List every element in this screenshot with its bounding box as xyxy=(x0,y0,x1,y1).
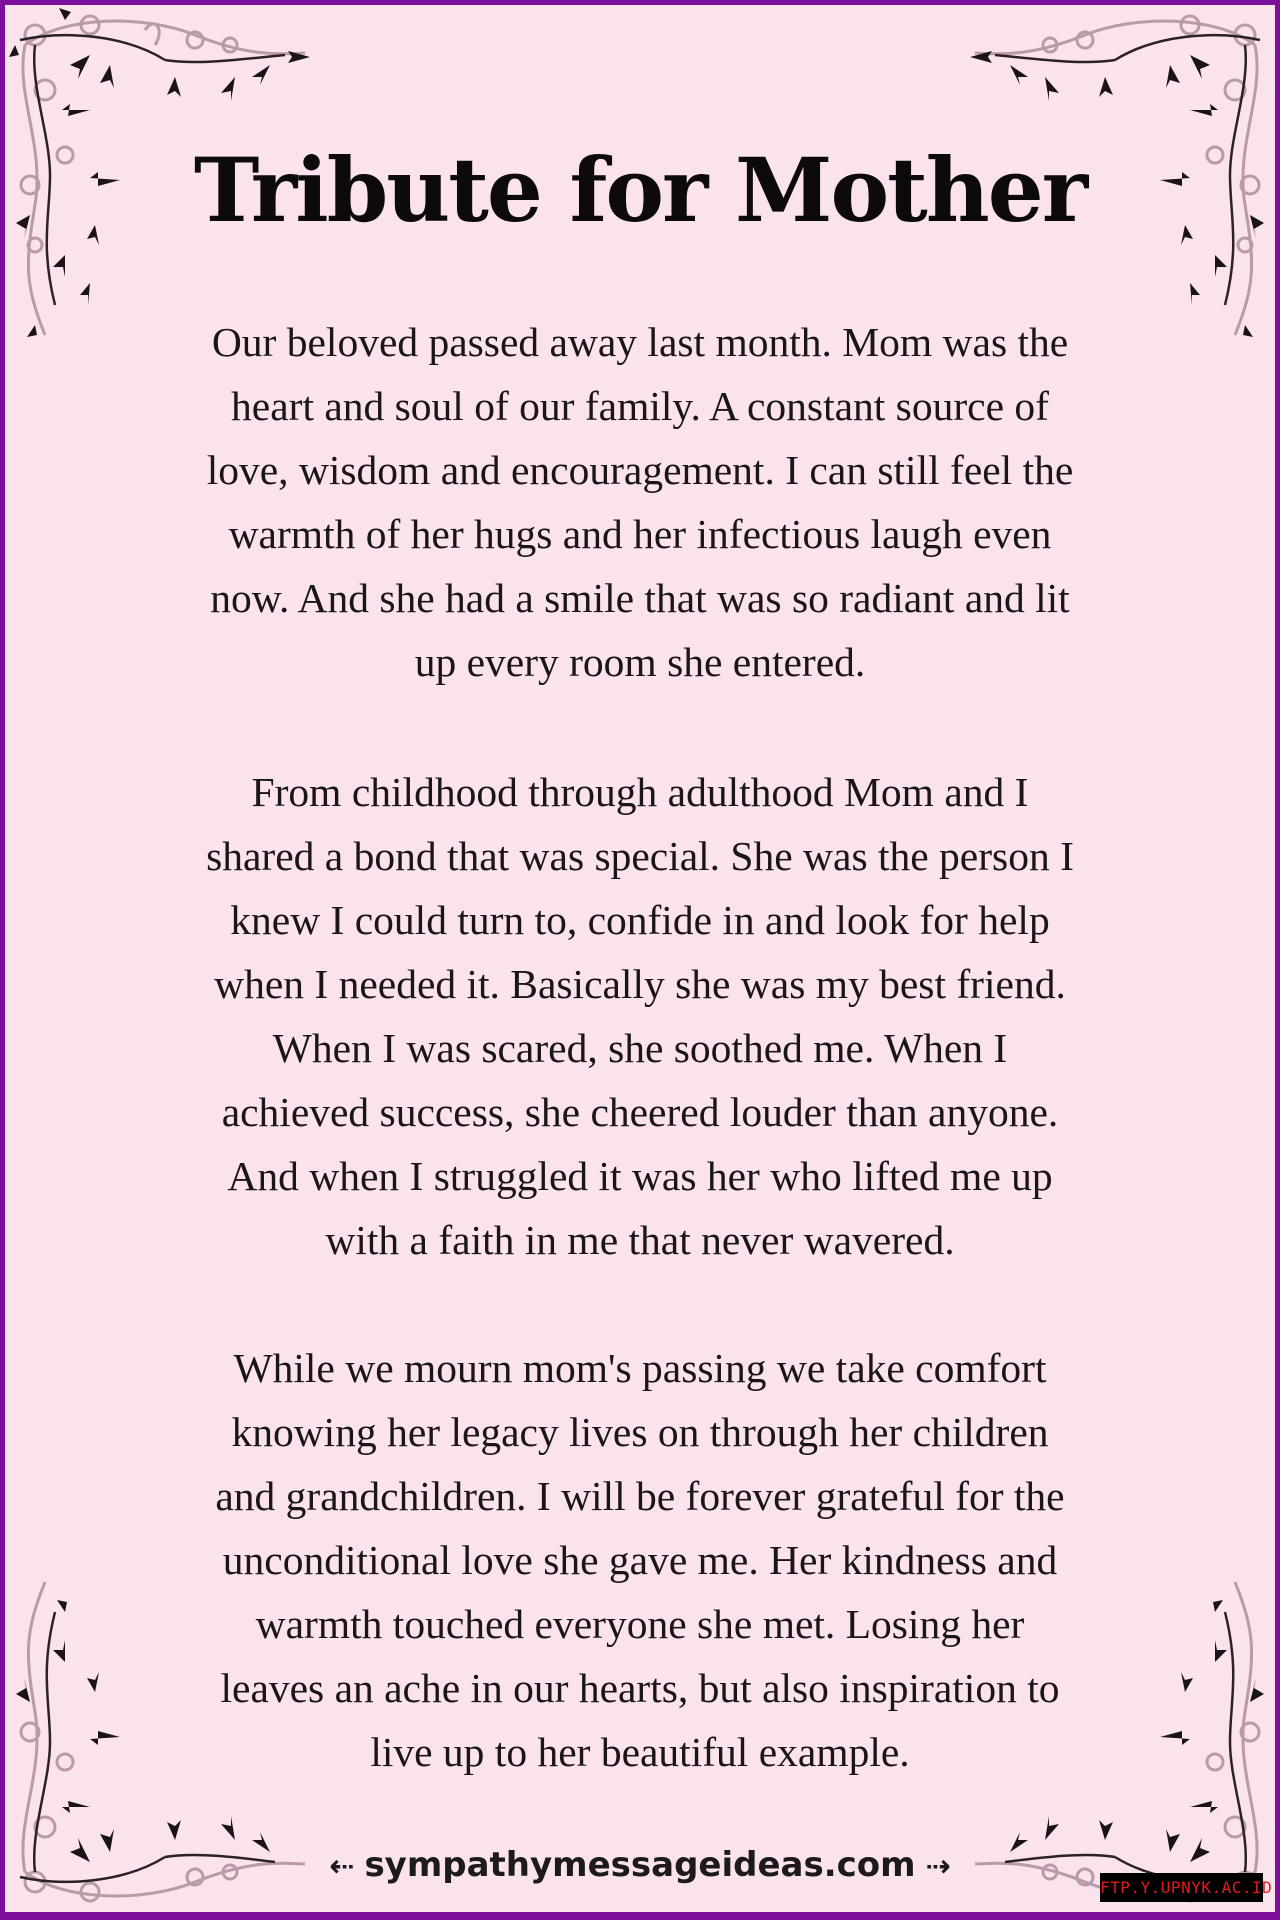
text-line: love, wisdom and encouragement. I can still feel the xyxy=(206,447,1074,493)
text-line: Our beloved passed away last month. Mom was the xyxy=(211,319,1069,365)
text-line: when I needed it. Basically she was my best friend. xyxy=(214,961,1066,1007)
text-line: While we mourn mom's passing we take comfort xyxy=(233,1345,1047,1391)
text-line: leaves an ache in our hearts, but also inspiration to xyxy=(220,1665,1060,1711)
watermark-label: FTP.Y.UPNYK.AC.ID xyxy=(1100,1873,1263,1902)
text-line: shared a bond that was special. She was the person I xyxy=(206,833,1074,879)
website-credit: sympathymessageideas.com xyxy=(364,1845,916,1885)
text-line: with a faith in me that never wavered. xyxy=(325,1217,955,1263)
text-line: warmth of her hugs and her infectious laugh even xyxy=(228,511,1052,557)
text-line: up every room she entered. xyxy=(414,639,866,685)
footer xyxy=(5,1841,1275,1891)
text-line: knew I could turn to, confide in and look for help xyxy=(230,897,1050,943)
text-line: unconditional love she gave me. Her kindness and xyxy=(222,1537,1058,1583)
text-line: now. And she had a smile that was so radiant and lit xyxy=(210,575,1070,621)
arrow-left-ornament-icon: ⇠ xyxy=(329,1849,355,1884)
text-line: From childhood through adulthood Mom and I xyxy=(251,769,1029,815)
paragraph-3 xyxy=(105,1336,1175,1784)
text-line: warmth touched everyone she met. Losing her xyxy=(255,1601,1025,1647)
text-line: achieved success, she cheered louder than anyone. xyxy=(221,1089,1059,1135)
paragraph-2 xyxy=(105,760,1175,1272)
text-line: And when I struggled it was her who lifted me up xyxy=(227,1153,1053,1199)
text-line: When I was scared, she soothed me. When I xyxy=(272,1025,1008,1071)
tribute-card xyxy=(5,5,1275,1912)
text-line: live up to her beautiful example. xyxy=(370,1729,910,1775)
arrow-right-ornament-icon: ⇢ xyxy=(925,1849,951,1884)
page-title: Tribute for Mother xyxy=(193,138,1087,242)
paragraph-1 xyxy=(105,310,1175,694)
text-line: knowing her legacy lives on through her children xyxy=(231,1409,1049,1455)
text-line: and grandchildren. I will be forever grateful for the xyxy=(215,1473,1065,1519)
text-line: heart and soul of our family. A constant source of xyxy=(231,383,1049,429)
